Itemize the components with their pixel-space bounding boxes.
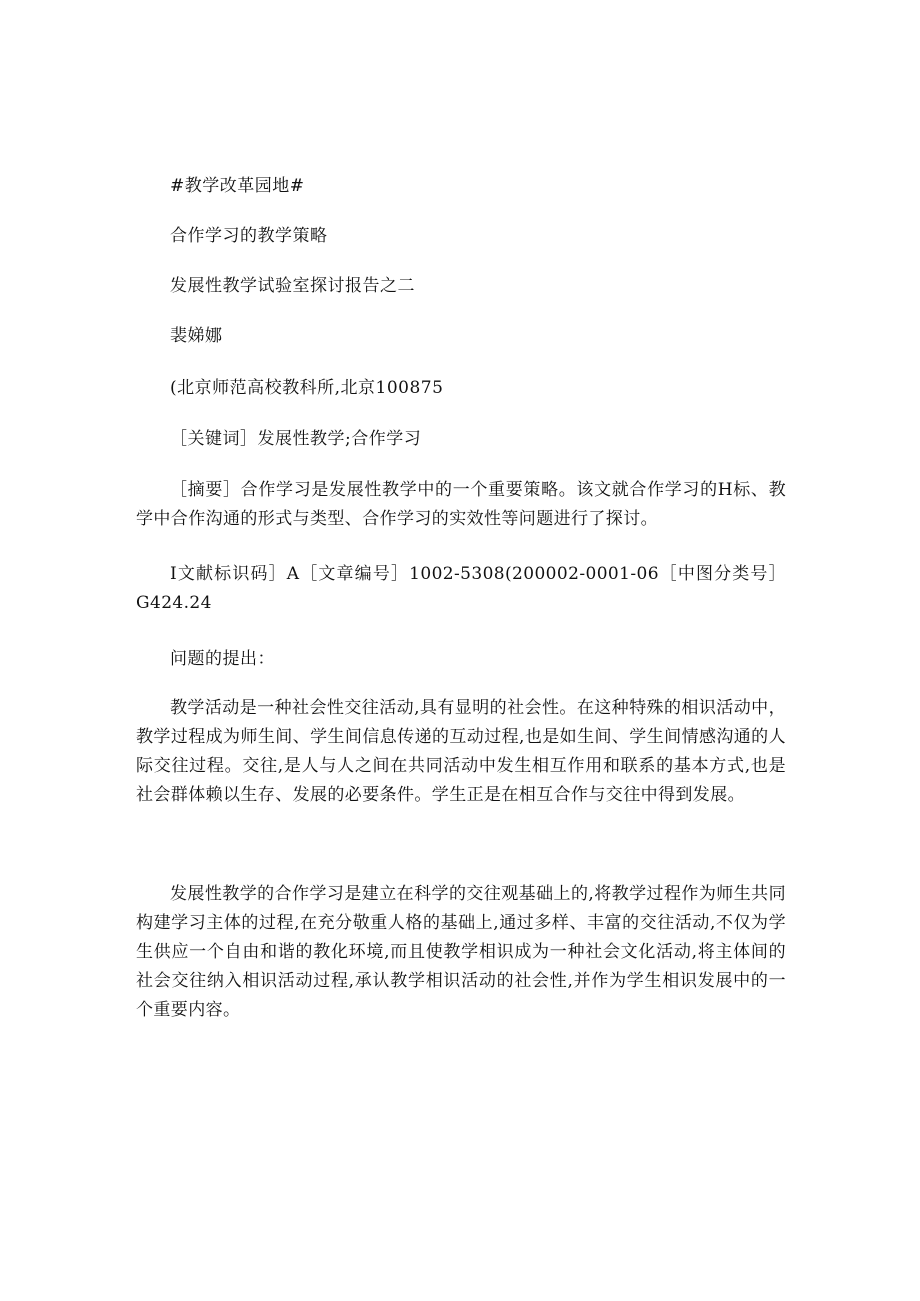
column-tag: #教学改革园地#	[170, 176, 305, 196]
keywords: ［关键词］发展性教学;合作学习	[170, 429, 422, 449]
classification-info: I文献标识码］A［文章编号］1002-5308(200002-0001-06［中图分类号］G424.24	[136, 564, 786, 613]
article-subtitle: 发展性教学试验室探讨报告之二	[170, 276, 415, 296]
author-affiliation: (北京师范高校教科所,北京100875	[170, 378, 444, 398]
article-title: 合作学习的教学策略	[170, 226, 328, 246]
body-paragraph-2: 发展性教学的合作学习是建立在科学的交往观基础上的,将教学过程作为师生共同构建学习主体的过程,在充分敬重人格的基础上,通过多样、丰富的交往活动,不仅为学生供应一个自由和谐的教化环境,而且使教学相识成为一种社会文化活动,将主体间的社会交往纳入相识活动过程,承认教学相识活动的社会性,并作为学生相识发展中的一个重要内容。	[136, 884, 786, 1020]
body-paragraph-1: 教学活动是一种社会性交往活动,具有显明的社会性。在这种特殊的相识活动中，教学过程成为师生间、学生间信息传递的互动过程,也是如生间、学生间情感沟通的人际交往过程。交往,是人与人之间在共同活动中发生相互作用和联系的基本方式,也是社会群体赖以生存、发展的必要条件。学生正是在相互合作与交往中得到发展。	[136, 698, 786, 805]
section-heading: 问题的提出：	[170, 649, 275, 669]
author-name: 裴娣娜	[170, 326, 223, 346]
abstract: ［摘要］合作学习是发展性教学中的一个重要策略。该文就合作学习的H标、教学中合作沟通的形式与类型、合作学习的实效性等问题进行了探讨。	[136, 480, 786, 529]
